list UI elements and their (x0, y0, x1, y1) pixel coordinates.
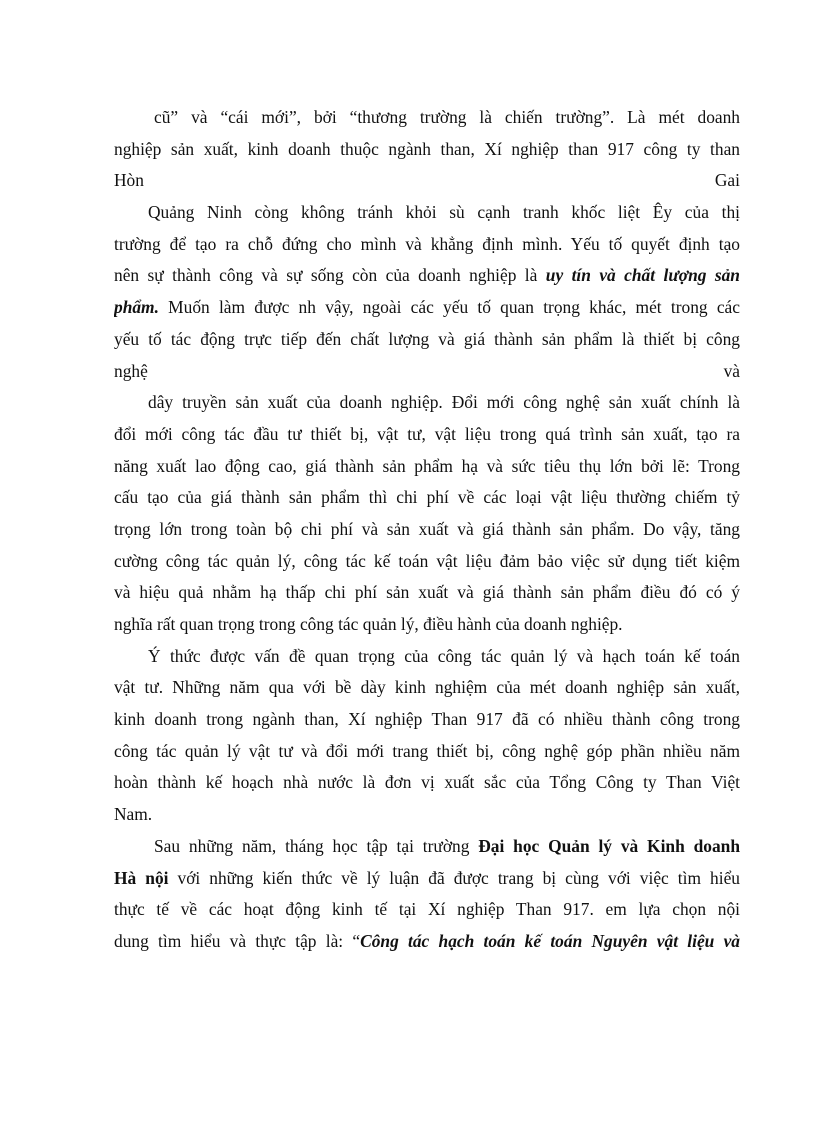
text-line: Ý thức được vấn đề quan trọng của công tác quản lý và hạch toán kế toán (148, 645, 740, 666)
text-line: thực tế về các hoạt động kinh tế tại Xí nghiệp Than 917. em lựa chọn nội (114, 899, 740, 920)
text-line: công tác quản lý vật tư và đổi mới trang thiết bị, công nghệ góp phần nhiều năm (114, 740, 740, 761)
text-line: trường để tạo ra chỗ đứng cho mình và khẳng định mình. Yếu tố quyết định tạo (114, 233, 740, 254)
text-run: Muốn làm được nh vậy, ngoài các yếu tố quan trọng khác, mét trong các (158, 297, 740, 318)
text-line: vật tư. Những năm qua với bề dày kinh nghiệm của mét doanh nghiệp sản xuất, (114, 677, 740, 698)
text-line (114, 356, 740, 388)
text-line (114, 260, 740, 292)
text-line: yếu tố tác động trực tiếp đến chất lượng và giá thành sản phẩm là thiết bị công (114, 328, 740, 349)
emphasis-text: uy tín và chất lượng sản (545, 265, 740, 286)
text-word: Gai (714, 170, 740, 191)
text-line: nghiệp sản xuất, kinh doanh thuộc ngành than, Xí nghiệp than 917 công ty than (114, 138, 740, 159)
text-line: Nam. (114, 804, 153, 825)
text-line: Quảng Ninh còng không tránh khỏi sù cạnh tranh khốc liệt Êy của thị (148, 202, 740, 223)
text-line: cường công tác quản lý, công tác kế toán vật liệu đảm bảo việc sử dụng tiết kiệm (114, 550, 740, 571)
emphasis-text: phẩm. (114, 297, 159, 318)
text-run: với những kiến thức về lý luận đã được trang bị cùng với việc tìm hiểu (168, 867, 740, 888)
text-run: Sau những năm, tháng học tập tại trường (154, 835, 479, 856)
text-line: và hiệu quả nhằm hạ thấp chi phí sản xuất và giá thành sản phẩm điều đó có ý (114, 582, 740, 603)
text-line: hoàn thành kế hoạch nhà nước là đơn vị xuất sắc của Tổng Công ty Than Việt (114, 772, 740, 793)
emphasis-text: Hà nội (114, 867, 169, 888)
text-line (114, 863, 740, 895)
text-line: đổi mới công tác đầu tư thiết bị, vật tư, vật liệu trong quá trình sản xuất, tạo ra (114, 423, 740, 444)
text-line: dây truyền sản xuất của doanh nghiệp. Đổi mới công nghệ sản xuất chính là (148, 392, 740, 413)
text-line: cấu tạo của giá thành sản phẩm thì chi phí về các loại vật liệu thường chiếm tỷ (114, 487, 740, 508)
text-line (114, 831, 740, 863)
text-run: dung tìm hiểu và thực tập là: “ (114, 930, 361, 951)
text-line: nghĩa rất quan trọng trong công tác quản lý, điều hành của doanh nghiệp. (114, 614, 623, 634)
text-line: năng xuất lao động cao, giá thành sản phẩm hạ và sức tiêu thụ lớn bởi lẽ: Trong (114, 455, 740, 476)
text-word: Hòn (114, 170, 144, 191)
text-line: cũ” và “cái mới”, bởi “thương trường là chiến trường”. Là mét doanh (154, 107, 740, 127)
text-word: nghệ (114, 360, 148, 381)
emphasis-text: Đại học Quản lý và Kinh doanh (478, 835, 740, 856)
text-line (114, 926, 740, 958)
document-body (114, 102, 740, 958)
emphasis-text: Công tác hạch toán kế toán Nguyên vật liệu và (360, 930, 740, 951)
text-line (114, 292, 740, 324)
text-line: trọng lớn trong toàn bộ chi phí và sản xuất và giá thành sản phẩm. Do vậy, tăng (114, 518, 740, 539)
text-line: kinh doanh trong ngành than, Xí nghiệp Than 917 đã có nhiều thành công trong (114, 709, 740, 730)
text-line (114, 165, 740, 197)
text-word: và (723, 360, 740, 381)
text-run: nên sự thành công và sự sống còn của doanh nghiệp là (114, 265, 546, 286)
